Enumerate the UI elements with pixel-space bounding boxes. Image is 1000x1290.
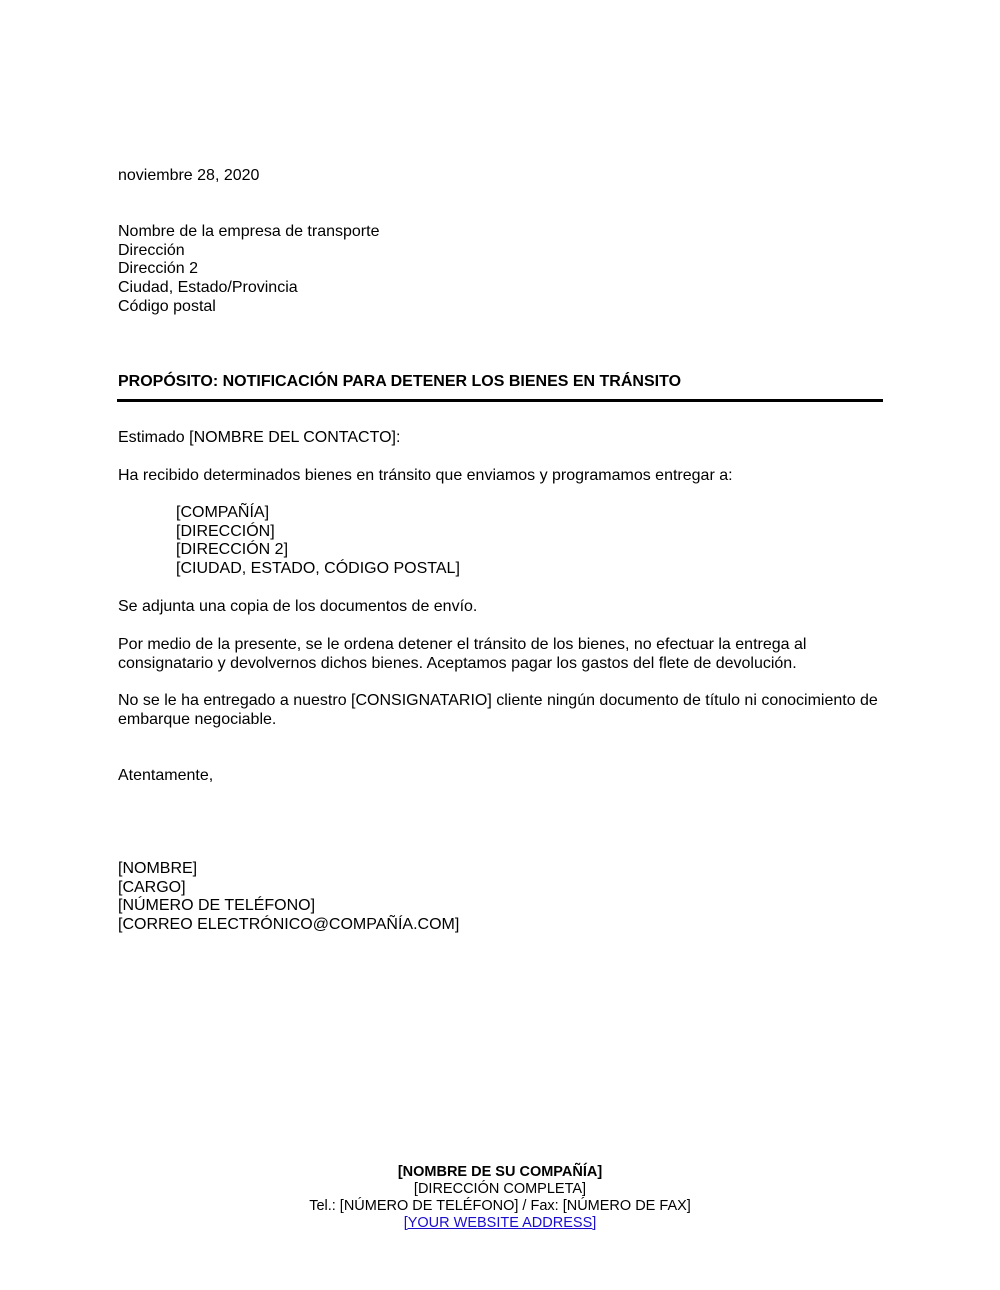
signature-email: [CORREO ELECTRÓNICO@COMPAÑÍA.COM] xyxy=(118,916,460,934)
ship-to-city-state-zip: [CIUDAD, ESTADO, CÓDIGO POSTAL] xyxy=(176,560,460,578)
signature-name: [NOMBRE] xyxy=(118,860,198,877)
page-footer xyxy=(0,1164,1000,1232)
ship-to-address-block xyxy=(176,504,460,579)
footer-website-link[interactable]: [YOUR WEBSITE ADDRESS] xyxy=(403,1215,597,1231)
salutation: Estimado [NOMBRE DEL CONTACTO]: xyxy=(118,429,401,446)
signature-block xyxy=(118,860,459,935)
signature-title: [CARGO] xyxy=(118,878,186,896)
recipient-address-block xyxy=(118,223,379,316)
subject-divider xyxy=(117,399,883,402)
stop-transit-paragraph: Por medio de la presente, se le ordena detener el tránsito de los bienes, no efectuar la entrega al consignatario y devolvernos dichos bienes. Aceptamos pagar los gastos del flete de devolución. xyxy=(118,636,807,672)
recipient-company: Nombre de la empresa de transporte xyxy=(118,223,380,240)
ship-to-address-line-1: [DIRECCIÓN] xyxy=(176,522,275,540)
recipient-city-state: Ciudad, Estado/Provincia xyxy=(118,279,298,297)
recipient-address-line-2: Dirección 2 xyxy=(118,260,199,278)
footer-company-name: [NOMBRE DE SU COMPAÑÍA] xyxy=(397,1164,603,1180)
recipient-address-line-1: Dirección xyxy=(118,241,185,259)
footer-contact: Tel.: [NÚMERO DE TELÉFONO] / Fax: [NÚMERO DE FAX] xyxy=(309,1198,691,1214)
letter-date: noviembre 28, 2020 xyxy=(118,167,260,184)
footer-address: [DIRECCIÓN COMPLETA] xyxy=(413,1181,587,1197)
closing: Atentamente, xyxy=(118,767,214,784)
subject-heading: PROPÓSITO: NOTIFICACIÓN PARA DETENER LOS BIENES EN TRÁNSITO xyxy=(118,373,682,390)
signature-phone: [NÚMERO DE TELÉFONO] xyxy=(118,897,316,915)
ship-to-company: [COMPAÑÍA] xyxy=(176,504,270,521)
intro-paragraph: Ha recibido determinados bienes en tránsito que enviamos y programamos entregar a: xyxy=(118,467,733,484)
consignee-paragraph: No se le ha entregado a nuestro [CONSIGNATARIO] cliente ningún documento de título ni conocimiento de embarque negociable. xyxy=(118,692,878,728)
ship-to-address-line-2: [DIRECCIÓN 2] xyxy=(176,541,289,559)
attached-documents-note: Se adjunta una copia de los documentos de envío. xyxy=(118,598,478,615)
recipient-postal-code: Código postal xyxy=(118,297,216,315)
